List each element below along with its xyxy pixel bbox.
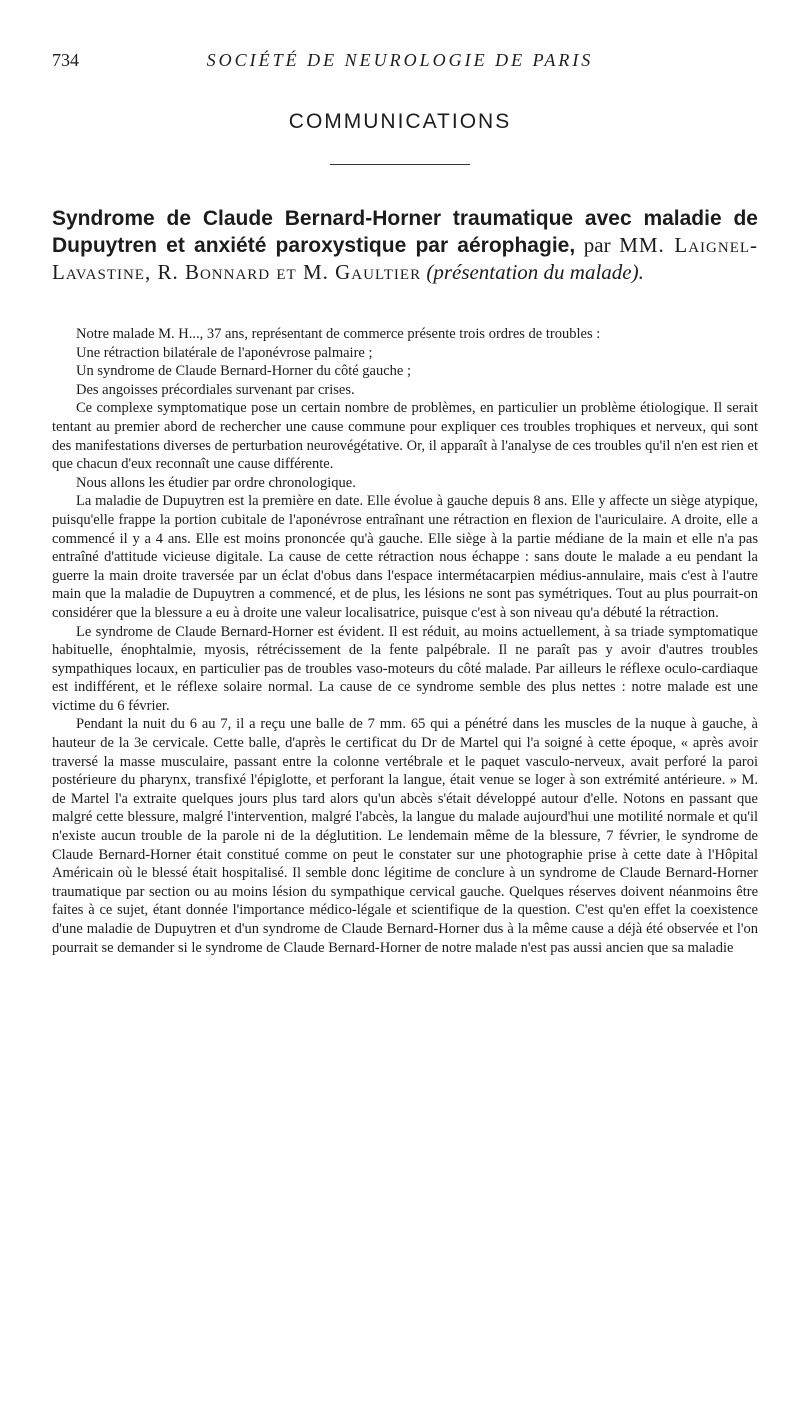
paragraph: Le syndrome de Claude Bernard-Horner est évident. Il est réduit, au moins actuellement, à sa triade symptomatique habituelle, énophtalmie, myosis, rétrécissement de la fente palpébrale. Il ne paraît pas y avoir d'autres troubles sympathiques locaux, en particulier pas de troubles vaso-moteurs du côté malade. Par ailleurs le réflexe oculo-cardiaque est indifférent, et le réflexe solaire normal. La cause de ce syndrome semble des plus nettes : notre malade est une victime du 6 février.	[52, 623, 758, 714]
divider-rule	[330, 164, 470, 165]
page-number: 734	[52, 50, 79, 70]
list-item: Des angoisses précordiales survenant par crises.	[76, 381, 355, 398]
section-title: COMMUNICATIONS	[288, 110, 512, 133]
list-item: Un syndrome de Claude Bernard-Horner du côté gauche ;	[76, 363, 411, 380]
paragraph: Pendant la nuit du 6 au 7, il a reçu une balle de 7 mm. 65 qui a pénétré dans les muscles de la nuque à gauche, à hauteur de la 3e cervicale. Cette balle, d'après le certificat du Dr de Martel qui l'a soigné à cette époque, « après avoir traversé la masse musculaire, passant entre la colonne vertébrale et le paquet vasculo-nerveux, avait perforé la paroi postérieure du pharynx, transfixé l'épiglotte, et perforant la langue, était venue se loger à son extrémité antérieure. » M. de Martel l'a extraite quelques jours plus tard alors qu'un abcès s'était développé autour d'elle. Notons en passant que malgré cette blessure, malgré l'intervention, malgré l'abcès, la langue du malade aujourd'hui une motilité normale et qu'il n'existe aucun trouble de la parole ni de la déglutition. Le lendemain même de la blessure, 7 février, le syndrome de Claude Bernard-Horner était constitué comme on peut le constater sur une photographie prise à cette date à l'Hôpital Américain où le blessé était hospitalisé. Il semble donc légitime de conclure à un syndrome de Claude Bernard-Horner traumatique par section ou au moins lésion du sympathique cervical gauche. Quelques réserves doivent néanmoins être faites à ce sujet, étant donnée l'importance médico-légale et scientifique de la question. C'est qu'en effet la coexistence d'une maladie de Dupuytren et d'un syndrome de Claude Bernard-Horner dus à la même cause a déjà été observée et l'on pourrait se demander si le syndrome de Claude Bernard-Horner de notre malade n'est pas aussi ancien que sa maladie	[52, 716, 758, 956]
paragraph: Ce complexe symptomatique pose un certain nombre de problèmes, en particulier un problème étiologique. Il serait tentant au premier abord de rechercher une cause commune pour expliquer ces troubles trophiques et nerveux, qui sont des manifestations diverses de perturbation neurovégétative. Or, il apparaît à l'analyse de ces troubles qu'il n'en est rien et que chacun d'eux reconnaît une cause différente.	[52, 400, 758, 473]
article-body	[52, 325, 758, 957]
paragraph: Nous allons les étudier par ordre chronologique.	[76, 474, 356, 491]
article-title-bold: Syndrome de Claude Bernard-Horner traumatique avec maladie de Dupuytren et anxiété paroxystique par aérophagie,	[52, 207, 758, 257]
article-by: par	[583, 233, 611, 257]
running-head	[52, 50, 748, 78]
journal-title: SOCIÉTÉ DE NEUROLOGIE DE PARIS	[206, 50, 594, 70]
article-title	[52, 205, 758, 285]
list-item: Une rétraction bilatérale de l'aponévrose palmaire ;	[76, 344, 373, 361]
article-note: (présentation du malade).	[426, 260, 644, 284]
paragraph: Notre malade M. H..., 37 ans, représentant de commerce présente trois ordres de troubles :	[76, 326, 601, 342]
paragraph: La maladie de Dupuytren est la première en date. Elle évolue à gauche depuis 8 ans. Elle y affecte un siège atypique, puisqu'elle frappe la portion cubitale de l'aponévrose entraînant une rétraction en flexion de l'auriculaire. A droite, elle a commencé il y a 4 ans. Elle est moins prononcée qu'à gauche. Elle siège à la partie médiane de la main et elle n'a pas entraîné d'attitude vicieuse digitale. La cause de cette rétraction nous échappe : sans doute le malade a eu pendant la guerre la main droite traversée par un éclat d'obus dans l'espace intermétacarpien médius-annulaire, mais c'est à l'autre main que la maladie de Dupuytren a commencé, et de plus, les lésions ne sont pas symétriques. Tout au plus pourrait-on considérer que la blessure a eu à droite une valeur localisatrice, puisque c'est à son niveau qu'a débuté la rétraction.	[52, 493, 758, 621]
article-authors: MM. Laignel-Lavastine, R. Bonnard et M. Gaultier	[52, 233, 759, 284]
